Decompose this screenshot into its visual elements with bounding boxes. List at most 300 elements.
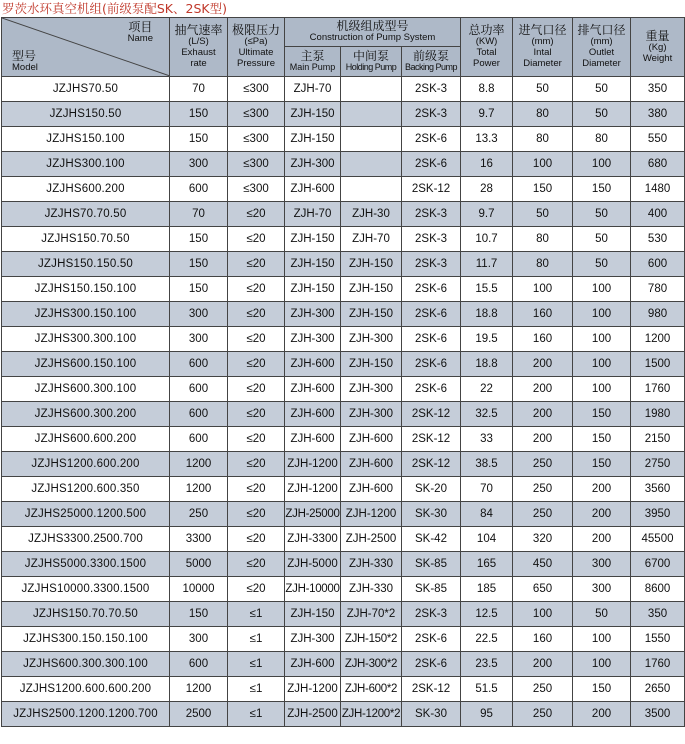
cell-model: JZJHS150.150.50 bbox=[2, 252, 170, 277]
cell-power: 32.5 bbox=[461, 402, 513, 427]
cell-pressure: ≤300 bbox=[228, 152, 285, 177]
cell-pressure: ≤20 bbox=[228, 577, 285, 602]
cell-pressure: ≤20 bbox=[228, 202, 285, 227]
rate-zh: 抽气速率 bbox=[174, 23, 223, 37]
cell-weight: 680 bbox=[631, 152, 685, 177]
cell-main-pump: ZJH-300 bbox=[285, 627, 341, 652]
model-label-en: Model bbox=[12, 62, 38, 73]
cell-inlet: 250 bbox=[513, 477, 573, 502]
cell-pressure: ≤20 bbox=[228, 377, 285, 402]
cell-rate: 150 bbox=[170, 277, 228, 302]
cell-weight: 550 bbox=[631, 127, 685, 152]
cell-model: JZJHS1200.600.200 bbox=[2, 452, 170, 477]
cell-outlet: 150 bbox=[573, 677, 631, 702]
cell-model: JZJHS600.150.100 bbox=[2, 352, 170, 377]
table-row bbox=[2, 477, 685, 502]
cell-main-pump: ZJH-70 bbox=[285, 77, 341, 102]
cell-backing-pump: 2SK-6 bbox=[402, 302, 461, 327]
cell-main-pump: ZJH-600 bbox=[285, 402, 341, 427]
cell-model: JZJHS70.50 bbox=[2, 77, 170, 102]
cell-rate: 600 bbox=[170, 652, 228, 677]
cell-weight: 2150 bbox=[631, 427, 685, 452]
cell-inlet: 150 bbox=[513, 177, 573, 202]
cell-power: 84 bbox=[461, 502, 513, 527]
cell-rate: 150 bbox=[170, 102, 228, 127]
cell-holding-pump: ZJH-70 bbox=[341, 227, 402, 252]
cell-holding-pump: ZJH-600 bbox=[341, 452, 402, 477]
cell-main-pump: ZJH-3300 bbox=[285, 527, 341, 552]
cell-backing-pump: 2SK-3 bbox=[402, 77, 461, 102]
cell-main-pump: ZJH-10000 bbox=[285, 577, 341, 602]
cell-model: JZJHS300.150.150.100 bbox=[2, 627, 170, 652]
cell-main-pump: ZJH-150 bbox=[285, 127, 341, 152]
table-row bbox=[2, 177, 685, 202]
cell-pressure: ≤1 bbox=[228, 652, 285, 677]
cell-pressure: ≤20 bbox=[228, 552, 285, 577]
cell-rate: 5000 bbox=[170, 552, 228, 577]
cell-backing-pump: 2SK-6 bbox=[402, 127, 461, 152]
cell-inlet: 200 bbox=[513, 427, 573, 452]
cell-pressure: ≤300 bbox=[228, 102, 285, 127]
cell-backing-pump: 2SK-6 bbox=[402, 277, 461, 302]
cell-outlet: 80 bbox=[573, 127, 631, 152]
table-row bbox=[2, 552, 685, 577]
cell-main-pump: ZJH-150 bbox=[285, 252, 341, 277]
cell-outlet: 50 bbox=[573, 102, 631, 127]
col-rate bbox=[170, 18, 228, 77]
table-row bbox=[2, 352, 685, 377]
cell-power: 18.8 bbox=[461, 352, 513, 377]
cell-outlet: 200 bbox=[573, 527, 631, 552]
cell-model: JZJHS3300.2500.700 bbox=[2, 527, 170, 552]
cell-outlet: 150 bbox=[573, 177, 631, 202]
cell-main-pump: ZJH-300 bbox=[285, 327, 341, 352]
cell-backing-pump: 2SK-6 bbox=[402, 627, 461, 652]
table-row bbox=[2, 577, 685, 602]
cell-pressure: ≤20 bbox=[228, 402, 285, 427]
table-row bbox=[2, 377, 685, 402]
cell-backing-pump: 2SK-12 bbox=[402, 677, 461, 702]
cell-rate: 2500 bbox=[170, 702, 228, 727]
cell-outlet: 50 bbox=[573, 77, 631, 102]
cell-inlet: 200 bbox=[513, 652, 573, 677]
cell-main-pump: ZJH-2500 bbox=[285, 702, 341, 727]
cell-inlet: 100 bbox=[513, 152, 573, 177]
table-row bbox=[2, 652, 685, 677]
cell-holding-pump bbox=[341, 77, 402, 102]
cell-main-pump: ZJH-25000 bbox=[285, 502, 341, 527]
rate-en2: rate bbox=[190, 58, 207, 69]
table-row bbox=[2, 227, 685, 252]
cell-holding-pump: ZJH-600 bbox=[341, 427, 402, 452]
cell-outlet: 100 bbox=[573, 152, 631, 177]
cell-weight: 1500 bbox=[631, 352, 685, 377]
cell-power: 185 bbox=[461, 577, 513, 602]
cell-main-pump: ZJH-600 bbox=[285, 652, 341, 677]
cell-inlet: 250 bbox=[513, 677, 573, 702]
cell-holding-pump bbox=[341, 177, 402, 202]
cell-main-pump: ZJH-150 bbox=[285, 602, 341, 627]
cell-weight: 1980 bbox=[631, 402, 685, 427]
cell-outlet: 150 bbox=[573, 402, 631, 427]
cell-model: JZJHS1200.600.350 bbox=[2, 477, 170, 502]
cell-inlet: 200 bbox=[513, 377, 573, 402]
cell-inlet: 100 bbox=[513, 602, 573, 627]
cell-power: 11.7 bbox=[461, 252, 513, 277]
pressure-en1: Ultimate bbox=[238, 47, 274, 58]
cell-inlet: 320 bbox=[513, 527, 573, 552]
outlet-en1: Outlet bbox=[588, 47, 615, 58]
cell-outlet: 150 bbox=[573, 427, 631, 452]
cell-backing-pump: SK-20 bbox=[402, 477, 461, 502]
cell-power: 104 bbox=[461, 527, 513, 552]
cell-main-pump: ZJH-600 bbox=[285, 377, 341, 402]
cell-power: 23.5 bbox=[461, 652, 513, 677]
cell-backing-pump: SK-42 bbox=[402, 527, 461, 552]
table-row bbox=[2, 452, 685, 477]
cell-rate: 70 bbox=[170, 77, 228, 102]
table-row bbox=[2, 277, 685, 302]
cell-pressure: ≤20 bbox=[228, 477, 285, 502]
cell-rate: 1200 bbox=[170, 677, 228, 702]
cell-power: 15.5 bbox=[461, 277, 513, 302]
cell-pressure: ≤300 bbox=[228, 177, 285, 202]
cell-weight: 45500 bbox=[631, 527, 685, 552]
cell-holding-pump: ZJH-1200 bbox=[341, 502, 402, 527]
model-label-zh: 型号 bbox=[12, 49, 37, 63]
cell-holding-pump: ZJH-1200*2 bbox=[341, 702, 402, 727]
cell-backing-pump: 2SK-6 bbox=[402, 652, 461, 677]
cell-outlet: 100 bbox=[573, 652, 631, 677]
cell-rate: 150 bbox=[170, 227, 228, 252]
page-title: 罗茨水环真空机组(前级泵配SK、2SK型) bbox=[2, 1, 227, 16]
cell-model: JZJHS150.150.100 bbox=[2, 277, 170, 302]
cell-model: JZJHS150.70.70.50 bbox=[2, 602, 170, 627]
cell-outlet: 50 bbox=[573, 602, 631, 627]
table-row bbox=[2, 77, 685, 102]
cell-holding-pump: ZJH-150*2 bbox=[341, 627, 402, 652]
cell-inlet: 100 bbox=[513, 277, 573, 302]
power-zh: 总功率 bbox=[468, 23, 505, 37]
cell-backing-pump: 2SK-6 bbox=[402, 377, 461, 402]
cell-weight: 1480 bbox=[631, 177, 685, 202]
cell-power: 51.5 bbox=[461, 677, 513, 702]
col-pressure bbox=[228, 18, 285, 77]
cell-main-pump: ZJH-300 bbox=[285, 302, 341, 327]
cell-pressure: ≤20 bbox=[228, 302, 285, 327]
cell-weight: 3560 bbox=[631, 477, 685, 502]
col-weight bbox=[631, 18, 685, 77]
table-row bbox=[2, 402, 685, 427]
cell-outlet: 100 bbox=[573, 352, 631, 377]
cell-pressure: ≤20 bbox=[228, 352, 285, 377]
cell-backing-pump: 2SK-12 bbox=[402, 402, 461, 427]
cell-outlet: 200 bbox=[573, 477, 631, 502]
cell-pressure: ≤20 bbox=[228, 227, 285, 252]
cell-holding-pump: ZJH-300 bbox=[341, 402, 402, 427]
cell-model: JZJHS150.100 bbox=[2, 127, 170, 152]
cell-inlet: 80 bbox=[513, 102, 573, 127]
cell-main-pump: ZJH-5000 bbox=[285, 552, 341, 577]
cell-holding-pump: ZJH-150 bbox=[341, 277, 402, 302]
table-row bbox=[2, 702, 685, 727]
cell-rate: 150 bbox=[170, 127, 228, 152]
cell-power: 8.8 bbox=[461, 77, 513, 102]
cell-pressure: ≤20 bbox=[228, 427, 285, 452]
cell-pressure: ≤300 bbox=[228, 127, 285, 152]
cell-model: JZJHS600.300.100 bbox=[2, 377, 170, 402]
cell-holding-pump: ZJH-150 bbox=[341, 252, 402, 277]
cell-backing-pump: 2SK-3 bbox=[402, 202, 461, 227]
weight-zh: 重量 bbox=[645, 28, 670, 43]
pressure-en2: Pressure bbox=[236, 58, 275, 69]
weight-unit: (Kg) bbox=[648, 41, 667, 53]
group-en: Construction of Pump System bbox=[309, 32, 436, 43]
cell-rate: 1200 bbox=[170, 452, 228, 477]
cell-outlet: 200 bbox=[573, 702, 631, 727]
cell-holding-pump: ZJH-30 bbox=[341, 202, 402, 227]
cell-rate: 600 bbox=[170, 177, 228, 202]
col-holding-pump bbox=[341, 47, 402, 77]
pressure-zh: 极限压力 bbox=[231, 23, 280, 37]
cell-weight: 600 bbox=[631, 252, 685, 277]
hold-en: Holding Pump bbox=[345, 61, 397, 72]
cell-model: JZJHS10000.3300.1500 bbox=[2, 577, 170, 602]
pressure-unit: (≤Pa) bbox=[244, 36, 268, 47]
cell-backing-pump: SK-30 bbox=[402, 702, 461, 727]
col-group bbox=[285, 18, 461, 47]
cell-backing-pump: 2SK-6 bbox=[402, 327, 461, 352]
cell-backing-pump: 2SK-3 bbox=[402, 102, 461, 127]
cell-outlet: 50 bbox=[573, 252, 631, 277]
cell-power: 19.5 bbox=[461, 327, 513, 352]
cell-power: 9.7 bbox=[461, 102, 513, 127]
cell-model: JZJHS600.200 bbox=[2, 177, 170, 202]
cell-backing-pump: SK-85 bbox=[402, 577, 461, 602]
cell-backing-pump: 2SK-6 bbox=[402, 352, 461, 377]
cell-inlet: 250 bbox=[513, 452, 573, 477]
cell-main-pump: ZJH-70 bbox=[285, 202, 341, 227]
cell-rate: 300 bbox=[170, 152, 228, 177]
table-row bbox=[2, 427, 685, 452]
outlet-unit: (mm) bbox=[590, 36, 613, 47]
table-row bbox=[2, 202, 685, 227]
rate-unit: (L/S) bbox=[188, 36, 209, 47]
cell-backing-pump: 2SK-6 bbox=[402, 152, 461, 177]
cell-holding-pump: ZJH-150 bbox=[341, 352, 402, 377]
cell-power: 13.3 bbox=[461, 127, 513, 152]
cell-holding-pump bbox=[341, 152, 402, 177]
cell-inlet: 160 bbox=[513, 302, 573, 327]
cell-weight: 530 bbox=[631, 227, 685, 252]
cell-inlet: 80 bbox=[513, 252, 573, 277]
cell-backing-pump: 2SK-3 bbox=[402, 252, 461, 277]
cell-backing-pump: 2SK-12 bbox=[402, 452, 461, 477]
cell-holding-pump: ZJH-70*2 bbox=[341, 602, 402, 627]
cell-model: JZJHS150.50 bbox=[2, 102, 170, 127]
cell-inlet: 80 bbox=[513, 227, 573, 252]
table-row bbox=[2, 602, 685, 627]
cell-main-pump: ZJH-600 bbox=[285, 177, 341, 202]
cell-weight: 980 bbox=[631, 302, 685, 327]
weight-en: Weight bbox=[642, 52, 673, 64]
item-label-zh: 项目 bbox=[128, 20, 153, 34]
main-zh: 主泵 bbox=[300, 48, 325, 63]
cell-model: JZJHS300.300.100 bbox=[2, 327, 170, 352]
cell-pressure: ≤20 bbox=[228, 327, 285, 352]
cell-pressure: ≤20 bbox=[228, 452, 285, 477]
cell-power: 10.7 bbox=[461, 227, 513, 252]
cell-outlet: 100 bbox=[573, 327, 631, 352]
cell-rate: 150 bbox=[170, 602, 228, 627]
table-row bbox=[2, 252, 685, 277]
back-zh: 前级泵 bbox=[413, 48, 450, 63]
cell-power: 18.8 bbox=[461, 302, 513, 327]
cell-rate: 10000 bbox=[170, 577, 228, 602]
cell-pressure: ≤20 bbox=[228, 277, 285, 302]
cell-pressure: ≤300 bbox=[228, 77, 285, 102]
cell-holding-pump: ZJH-600*2 bbox=[341, 677, 402, 702]
cell-pressure: ≤20 bbox=[228, 252, 285, 277]
cell-weight: 350 bbox=[631, 602, 685, 627]
cell-weight: 2650 bbox=[631, 677, 685, 702]
cell-weight: 2750 bbox=[631, 452, 685, 477]
cell-main-pump: ZJH-1200 bbox=[285, 677, 341, 702]
cell-weight: 350 bbox=[631, 77, 685, 102]
col-main-pump bbox=[285, 47, 341, 77]
cell-holding-pump: ZJH-330 bbox=[341, 577, 402, 602]
cell-inlet: 160 bbox=[513, 627, 573, 652]
cell-main-pump: ZJH-150 bbox=[285, 102, 341, 127]
cell-model: JZJHS300.100 bbox=[2, 152, 170, 177]
cell-pressure: ≤1 bbox=[228, 602, 285, 627]
cell-power: 22.5 bbox=[461, 627, 513, 652]
cell-inlet: 160 bbox=[513, 327, 573, 352]
cell-rate: 600 bbox=[170, 352, 228, 377]
cell-holding-pump: ZJH-2500 bbox=[341, 527, 402, 552]
cell-model: JZJHS600.300.300.100 bbox=[2, 652, 170, 677]
cell-outlet: 100 bbox=[573, 627, 631, 652]
cell-power: 28 bbox=[461, 177, 513, 202]
cell-inlet: 50 bbox=[513, 202, 573, 227]
cell-rate: 250 bbox=[170, 502, 228, 527]
cell-rate: 3300 bbox=[170, 527, 228, 552]
cell-outlet: 300 bbox=[573, 552, 631, 577]
cell-rate: 600 bbox=[170, 427, 228, 452]
cell-power: 38.5 bbox=[461, 452, 513, 477]
cell-rate: 600 bbox=[170, 402, 228, 427]
power-en2: Power bbox=[473, 58, 500, 69]
cell-power: 33 bbox=[461, 427, 513, 452]
table-row bbox=[2, 102, 685, 127]
cell-main-pump: ZJH-600 bbox=[285, 427, 341, 452]
cell-inlet: 50 bbox=[513, 77, 573, 102]
spec-table bbox=[1, 17, 685, 727]
hold-zh: 中间泵 bbox=[352, 48, 389, 63]
cell-power: 12.5 bbox=[461, 602, 513, 627]
col-outlet bbox=[573, 18, 631, 77]
col-inlet bbox=[513, 18, 573, 77]
cell-rate: 1200 bbox=[170, 477, 228, 502]
main-en: Main Pump bbox=[289, 61, 336, 72]
cell-power: 165 bbox=[461, 552, 513, 577]
cell-power: 22 bbox=[461, 377, 513, 402]
cell-holding-pump: ZJH-150 bbox=[341, 302, 402, 327]
cell-rate: 150 bbox=[170, 252, 228, 277]
cell-weight: 380 bbox=[631, 102, 685, 127]
cell-backing-pump: 2SK-12 bbox=[402, 427, 461, 452]
cell-outlet: 300 bbox=[573, 577, 631, 602]
cell-backing-pump: 2SK-3 bbox=[402, 602, 461, 627]
corner-header bbox=[2, 18, 170, 77]
cell-holding-pump: ZJH-330 bbox=[341, 552, 402, 577]
cell-pressure: ≤1 bbox=[228, 677, 285, 702]
cell-pressure: ≤1 bbox=[228, 627, 285, 652]
cell-backing-pump: 2SK-3 bbox=[402, 227, 461, 252]
cell-model: JZJHS2500.1200.1200.700 bbox=[2, 702, 170, 727]
outlet-en2: Diameter bbox=[582, 58, 621, 69]
cell-outlet: 100 bbox=[573, 377, 631, 402]
group-zh: 机级组成型号 bbox=[336, 19, 409, 33]
cell-holding-pump: ZJH-300 bbox=[341, 377, 402, 402]
table-row bbox=[2, 502, 685, 527]
cell-model: JZJHS70.70.50 bbox=[2, 202, 170, 227]
cell-outlet: 100 bbox=[573, 277, 631, 302]
item-label-en: Name bbox=[127, 33, 153, 44]
col-power bbox=[461, 18, 513, 77]
cell-weight: 1760 bbox=[631, 652, 685, 677]
table-row bbox=[2, 127, 685, 152]
cell-pressure: ≤20 bbox=[228, 502, 285, 527]
cell-pressure: ≤20 bbox=[228, 527, 285, 552]
cell-main-pump: ZJH-600 bbox=[285, 352, 341, 377]
cell-inlet: 80 bbox=[513, 127, 573, 152]
cell-model: JZJHS300.150.100 bbox=[2, 302, 170, 327]
cell-model: JZJHS150.70.50 bbox=[2, 227, 170, 252]
table-row bbox=[2, 327, 685, 352]
table-row bbox=[2, 677, 685, 702]
inlet-en1: Intal bbox=[533, 47, 552, 58]
cell-holding-pump: ZJH-300 bbox=[341, 327, 402, 352]
cell-main-pump: ZJH-1200 bbox=[285, 477, 341, 502]
cell-inlet: 450 bbox=[513, 552, 573, 577]
power-unit: (KW) bbox=[475, 36, 498, 47]
cell-backing-pump: 2SK-12 bbox=[402, 177, 461, 202]
inlet-en2: Diameter bbox=[523, 58, 562, 69]
cell-outlet: 50 bbox=[573, 227, 631, 252]
table-row bbox=[2, 627, 685, 652]
cell-weight: 3500 bbox=[631, 702, 685, 727]
cell-model: JZJHS25000.1200.500 bbox=[2, 502, 170, 527]
cell-main-pump: ZJH-150 bbox=[285, 277, 341, 302]
inlet-zh: 进气口径 bbox=[518, 23, 567, 37]
cell-main-pump: ZJH-150 bbox=[285, 227, 341, 252]
cell-outlet: 100 bbox=[573, 302, 631, 327]
cell-main-pump: ZJH-300 bbox=[285, 152, 341, 177]
back-en: Backing Pump bbox=[404, 61, 458, 72]
cell-model: JZJHS1200.600.600.200 bbox=[2, 677, 170, 702]
table-row bbox=[2, 152, 685, 177]
cell-outlet: 200 bbox=[573, 502, 631, 527]
cell-pressure: ≤1 bbox=[228, 702, 285, 727]
col-backing-pump bbox=[402, 47, 461, 77]
cell-weight: 780 bbox=[631, 277, 685, 302]
cell-weight: 8600 bbox=[631, 577, 685, 602]
cell-power: 70 bbox=[461, 477, 513, 502]
cell-weight: 1200 bbox=[631, 327, 685, 352]
cell-weight: 1550 bbox=[631, 627, 685, 652]
cell-weight: 400 bbox=[631, 202, 685, 227]
